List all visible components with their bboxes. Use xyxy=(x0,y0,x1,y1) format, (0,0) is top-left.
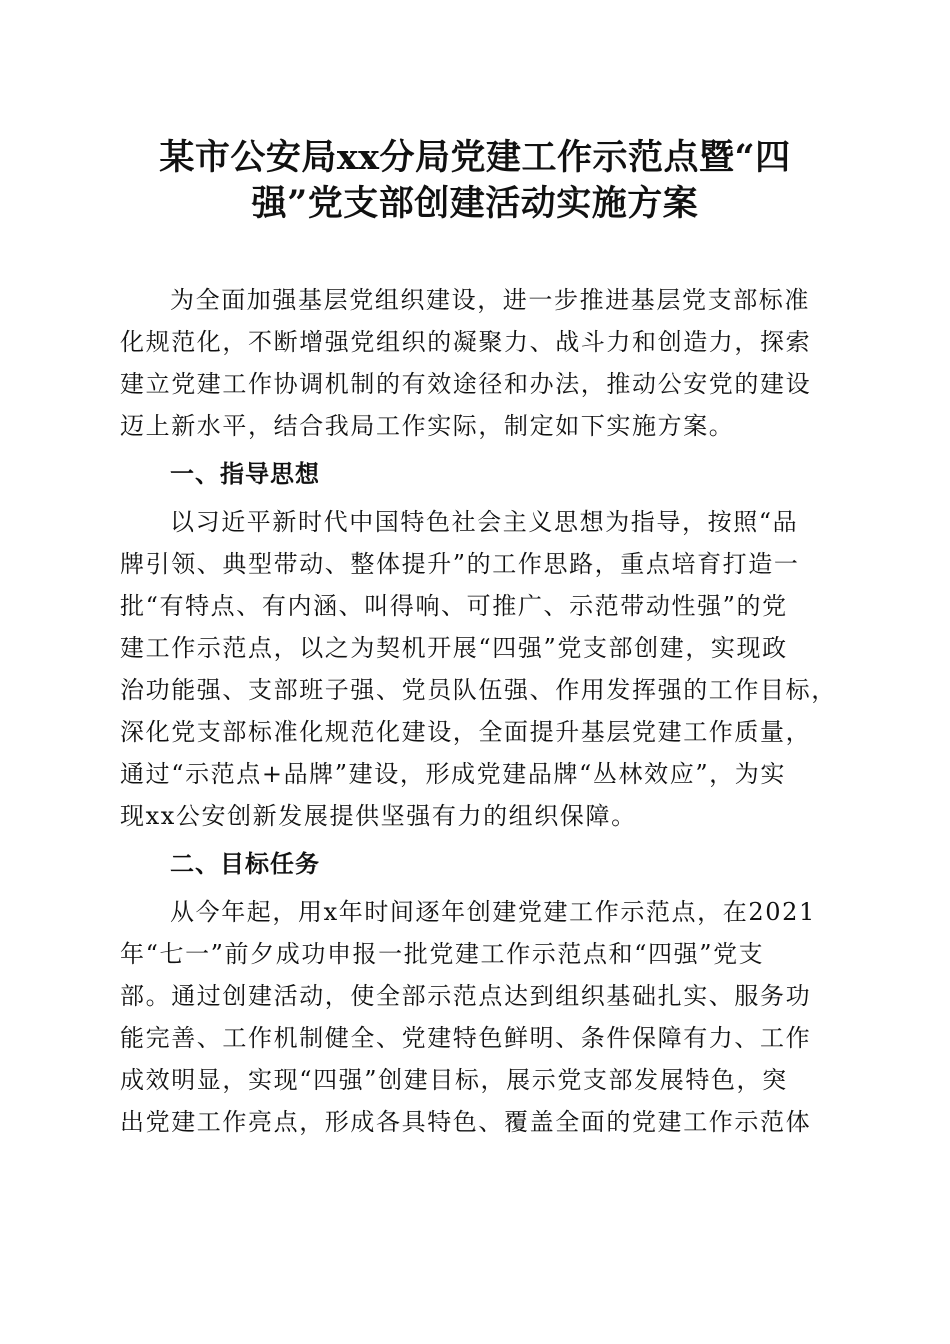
section-2-line: 年“七一”前夕成功申报一批党建工作示范点和“四强”党支 xyxy=(120,940,765,968)
intro-line: 化规范化，不断增强党组织的凝聚力、战斗力和创造力，探索 xyxy=(120,328,812,356)
section-2-line: 出党建工作亮点，形成各具特色、覆盖全面的党建工作示范体 xyxy=(120,1108,812,1136)
section-1-line: 深化党支部标准化规范化建设，全面提升基层党建工作质量， xyxy=(120,718,812,746)
section-2-line: 部。通过创建活动，使全部示范点达到组织基础扎实、服务功 xyxy=(120,982,812,1010)
section-heading-goals-tasks: 二、目标任务 xyxy=(170,850,320,878)
intro-line: 建立党建工作协调机制的有效途径和办法，推动公安党的建设 xyxy=(120,370,812,398)
section-1-line: 现xx公安创新发展提供坚强有力的组织保障。 xyxy=(120,802,637,830)
section-1-line: 治功能强、支部班子强、党员队伍强、作用发挥强的工作目标， xyxy=(120,676,837,704)
section-2-line: 能完善、工作机制健全、党建特色鲜明、条件保障有力、工作 xyxy=(120,1024,812,1052)
section-2-line: 成效明显，实现“四强”创建目标，展示党支部发展特色，突 xyxy=(120,1066,788,1094)
section-1-line: 牌引领、典型带动、整体提升”的工作思路，重点培育打造一 xyxy=(120,550,800,578)
document-title-line-1: 某市公安局xx分局党建工作示范点暨“四 xyxy=(159,137,791,178)
intro-line: 迈上新水平，结合我局工作实际，制定如下实施方案。 xyxy=(120,412,735,440)
section-1-line: 建工作示范点，以之为契机开展“四强”党支部创建，实现政 xyxy=(120,634,788,662)
section-1-line: 批“有特点、有内涵、叫得响、可推广、示范带动性强”的党 xyxy=(120,592,788,620)
section-2-line: 从今年起，用x年时间逐年创建党建工作示范点，在2021 xyxy=(170,898,816,926)
section-1-line: 通过“示范点+品牌”建设，形成党建品牌“丛林效应”，为实 xyxy=(120,760,786,788)
document-title-line-2: 强”党支部创建活动实施方案 xyxy=(251,183,699,224)
intro-line: 为全面加强基层党组织建设，进一步推进基层党支部标准 xyxy=(170,286,810,314)
section-1-line: 以习近平新时代中国特色社会主义思想为指导，按照“品 xyxy=(170,508,799,536)
section-heading-guiding-ideology: 一、指导思想 xyxy=(170,460,320,488)
